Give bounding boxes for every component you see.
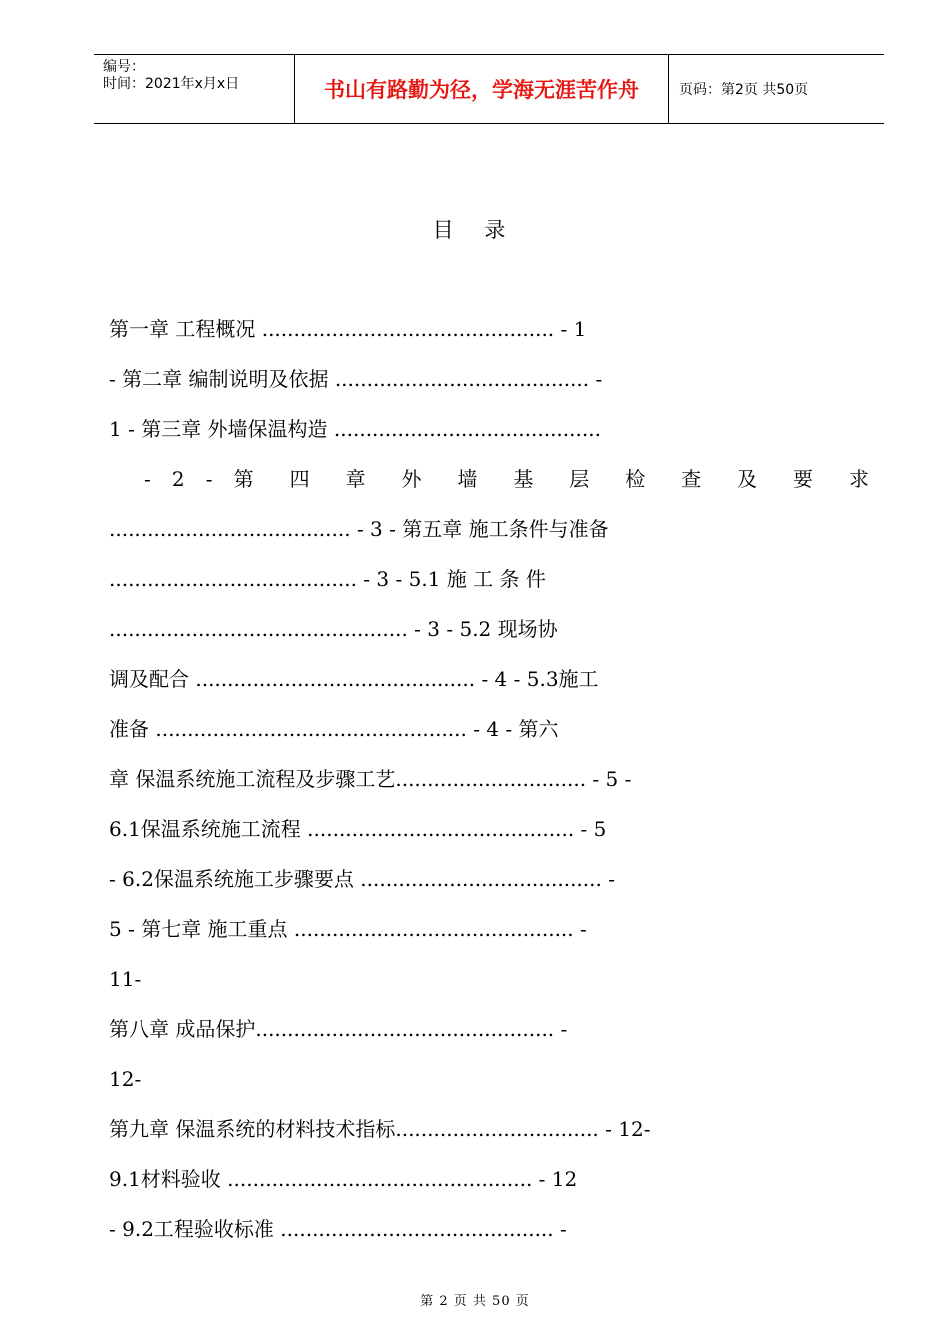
toc-line: ...................................... - 3 - 第五章 施工条件与准备 <box>109 517 609 541</box>
document-number-label: 编号： <box>103 59 145 75</box>
toc-line: - 9.2工程验收标准 ........................................... - <box>109 1217 567 1241</box>
toc-line: ............................................... - 3 - 5.2 现场协 <box>109 617 558 641</box>
toc-line: 9.1材料验收 ................................................ - 12 <box>109 1167 578 1191</box>
toc-line: - 2 - 第 四 章 外 墙 基 层 检 查 及 要 求 <box>144 467 869 491</box>
toc-line: 准备 ................................................. - 4 - 第六 <box>109 717 559 741</box>
toc-line: 1 - 第三章 外墙保温构造 .......................................... <box>109 417 601 441</box>
header-page-cell <box>669 55 884 123</box>
table-of-contents <box>109 311 869 1261</box>
toc-line: - 6.2保温系统施工步骤要点 ...................................... - <box>109 867 615 891</box>
toc-line: 6.1保温系统施工流程 .......................................... - 5 <box>109 817 607 841</box>
page-header <box>94 54 884 124</box>
header-motto-cell <box>295 55 669 123</box>
header-page-number: 页码：第2页 共50页 <box>679 82 809 98</box>
header-motto: 书山有路勤为径，学海无涯苦作舟 <box>324 78 639 102</box>
toc-line: 章 保温系统施工流程及步骤工艺.............................. - 5 - <box>109 767 632 791</box>
toc-line: 第九章 保温系统的材料技术指标................................ - 12- <box>109 1117 651 1141</box>
toc-line: 调及配合 ............................................ - 4 - 5.3施工 <box>109 667 599 691</box>
toc-line: 12- <box>109 1067 142 1091</box>
toc-line: - 第二章 编制说明及依据 ........................................ - <box>109 367 603 391</box>
document-time-label: 时间：2021年x月x日 <box>103 76 240 92</box>
toc-line: ....................................... - 3 - 5.1 施 工 条 件 <box>109 567 546 591</box>
toc-line: 5 - 第七章 施工重点 ............................................ - <box>109 917 587 941</box>
toc-line: 第八章 成品保护............................................... - <box>109 1017 568 1041</box>
toc-line: 11- <box>109 967 142 991</box>
toc-line: 第一章 工程概况 .............................................. - 1 <box>109 317 587 341</box>
page-footer: 第 2 页 共 50 页 <box>420 1294 530 1309</box>
toc-title: 目 录 <box>432 218 518 242</box>
header-meta-cell <box>94 55 295 123</box>
